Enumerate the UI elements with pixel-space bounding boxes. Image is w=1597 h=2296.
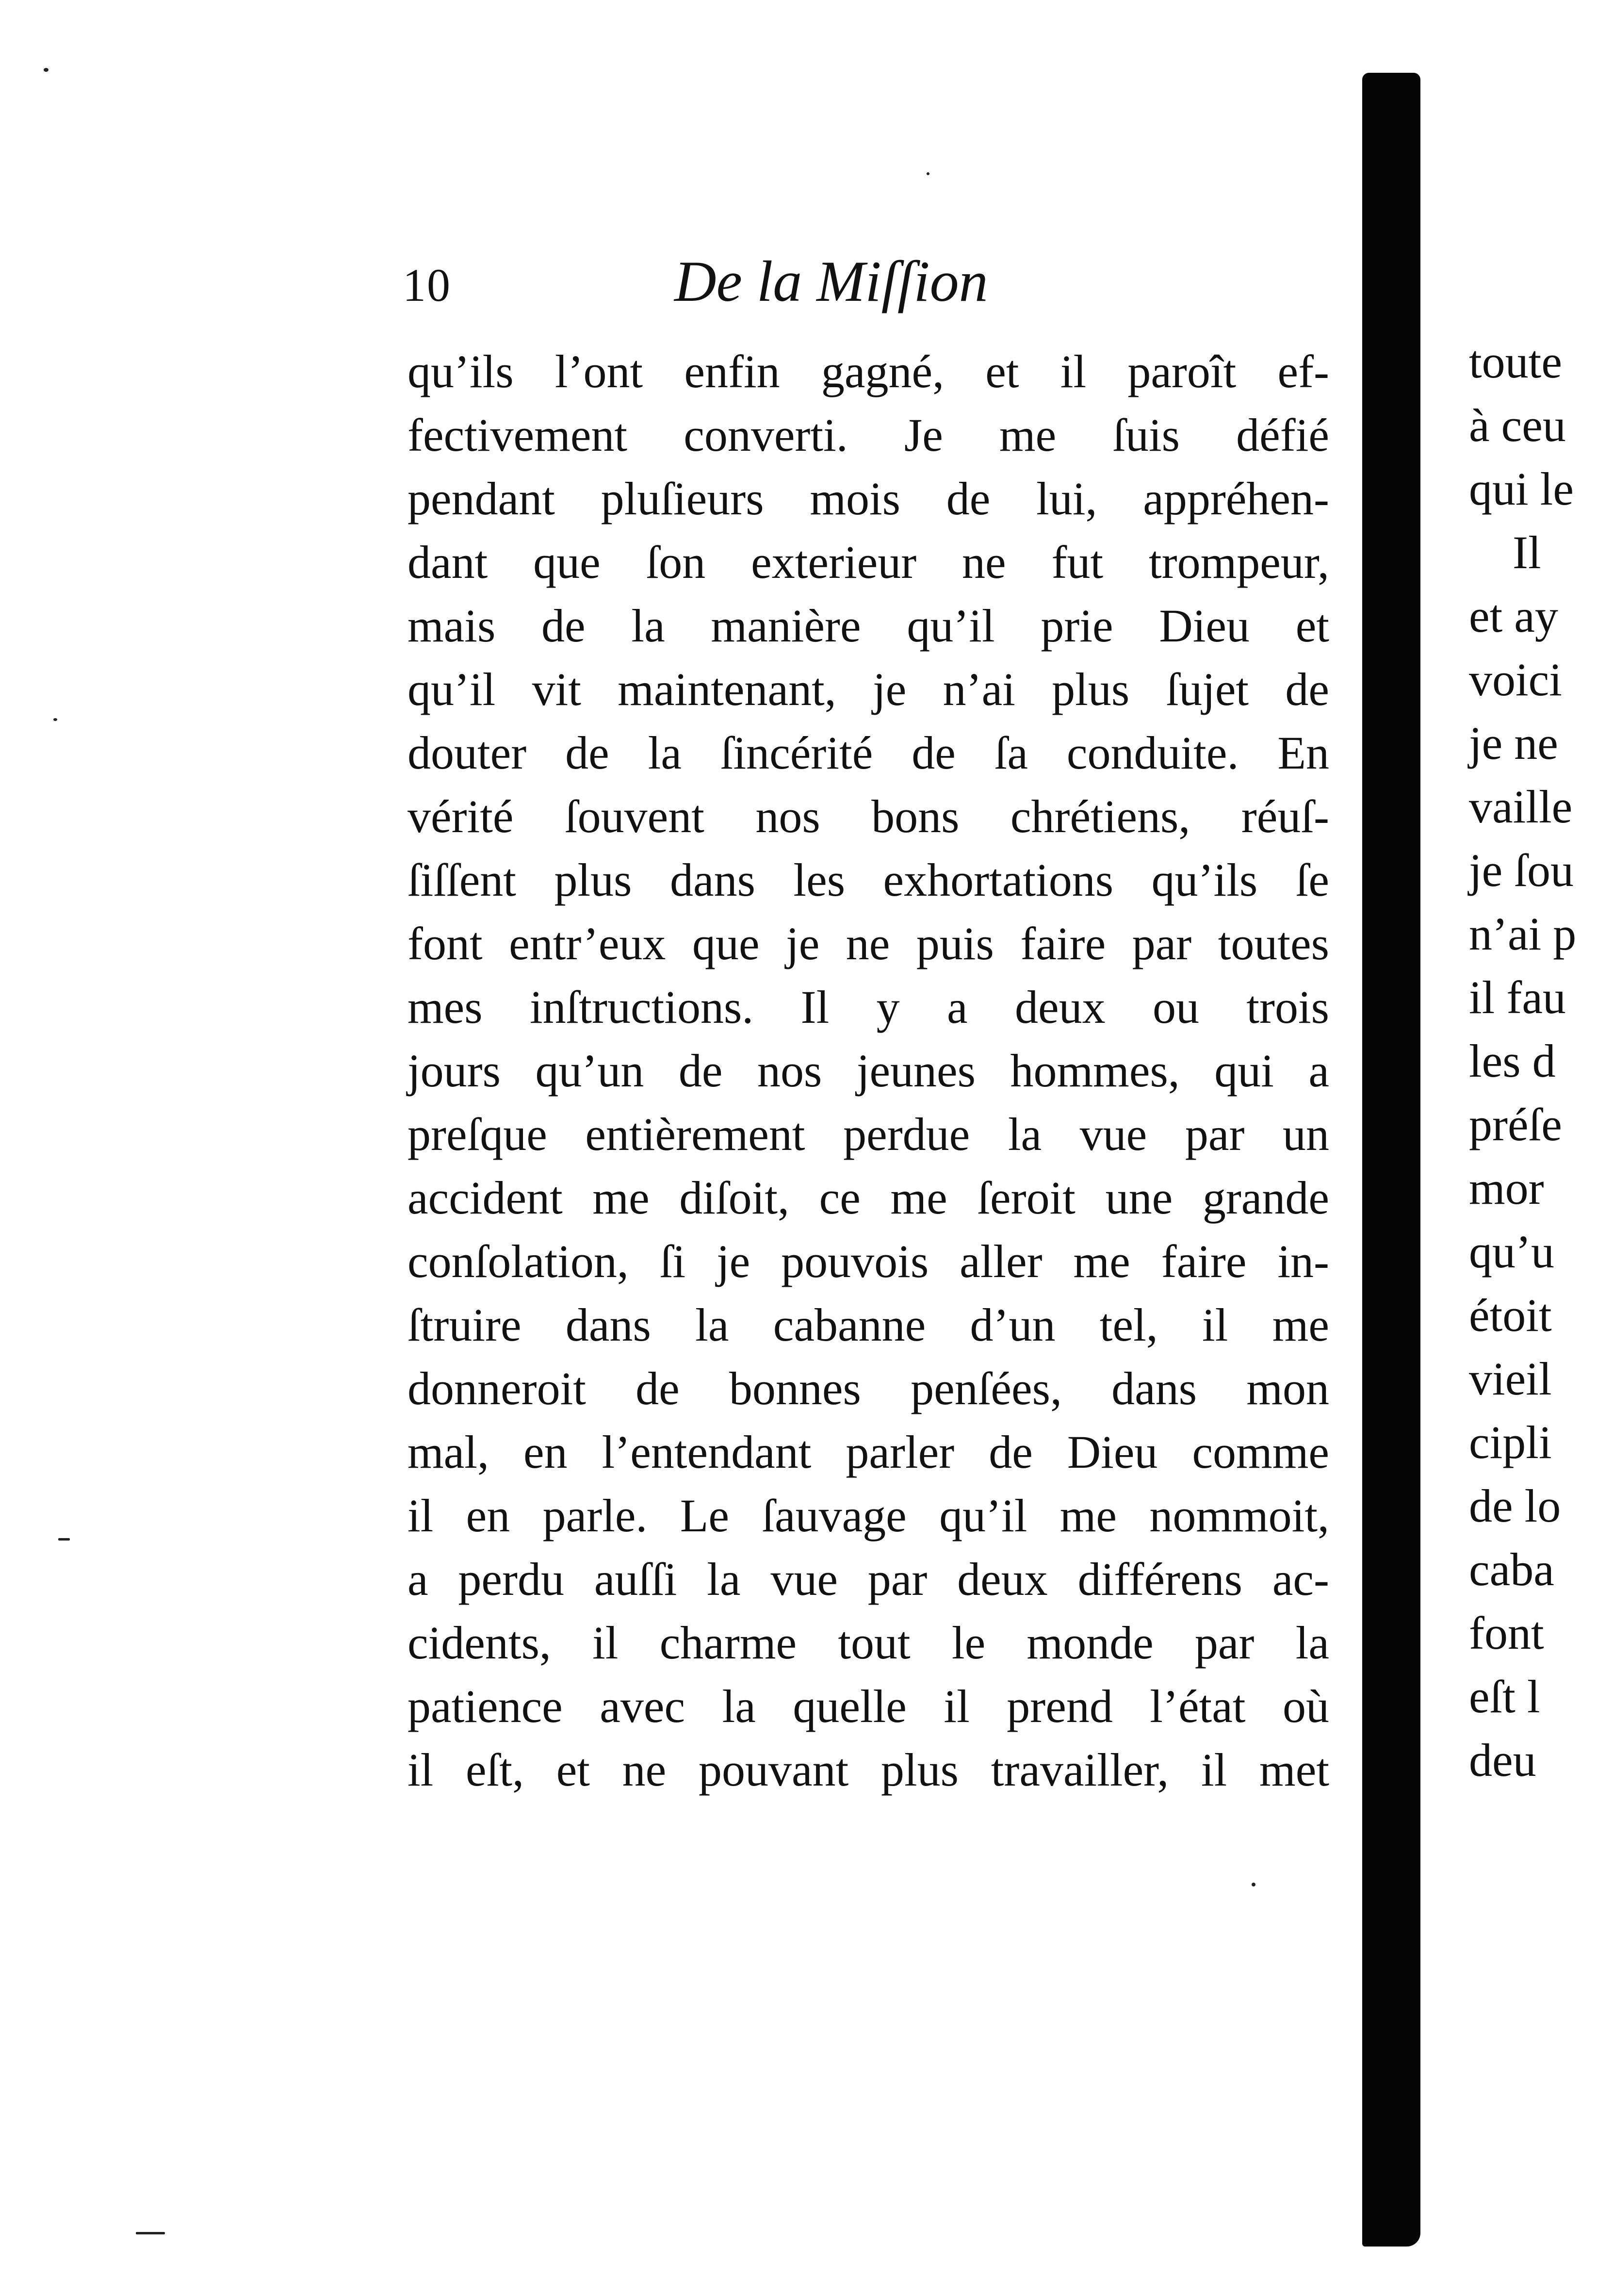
text-line: deu [1469,1734,1536,1786]
text-line: à ceu [1469,399,1566,451]
text-line: je ne [1469,717,1558,769]
text-line: voici [1469,654,1562,705]
scan-speck [1252,1883,1255,1886]
text-line: font [1469,1607,1544,1659]
text-line: il eſt, et ne pouvant plus travailler, il met [407,1744,1329,1796]
text-line: font entr’eux que je ne puis faire par toutes [407,918,1329,969]
text-line: a perdu auſſi la vue par deux différens ac- [407,1553,1329,1605]
text-line: caba [1469,1543,1554,1595]
text-line: je ſou [1469,844,1574,896]
text-line: donneroit de bonnes penſées, dans mon [407,1362,1329,1414]
text-line: mor [1469,1162,1544,1214]
scan-speck [44,68,49,72]
text-line: il fau [1469,971,1566,1023]
text-line: il en parle. Le ſauvage qu’il me nommoit, [407,1490,1329,1542]
text-line: toute [1469,336,1562,388]
text-line: eſt l [1469,1671,1540,1722]
page-number: 10 [403,259,451,311]
text-line: patience avec la quelle il prend l’état où [407,1680,1329,1732]
text-line: pendant pluſieurs mois de lui, appréhen- [407,473,1329,525]
scan-speck [927,172,929,175]
running-title: De la Miſſion [674,249,988,313]
text-line: jours qu’un de nos jeunes hommes, qui a [407,1045,1329,1097]
text-line: mais de la manière qu’il prie Dieu et [407,600,1329,652]
scan-speck [136,2232,165,2234]
scan-speck [53,718,57,721]
text-line: dant que ſon exterieur ne fut trompeur, [407,536,1329,588]
text-line: de lo [1469,1480,1561,1532]
text-line: étoit [1469,1289,1552,1341]
text-line: mal, en l’entendant parler de Dieu comme [407,1426,1329,1478]
text-line: cidents, il charme tout le monde par la [407,1617,1329,1669]
right-page [1420,0,1597,2296]
body-text [407,340,1329,1802]
text-line: qu’u [1469,1226,1554,1278]
right-page-text [1469,330,1597,1792]
scan-speck [58,1538,70,1541]
text-line: n’ai p [1469,908,1577,960]
text-line: vaille [1469,781,1573,833]
text-line: fectivement converti. Je me ſuis défié [407,409,1329,461]
text-line: préſe [1469,1099,1562,1150]
binding-gutter [1362,73,1420,2247]
text-line: ſiſſent plus dans les exhortations qu’ils ſe [407,854,1329,906]
page-header [403,249,1373,325]
text-line: et ay [1469,590,1558,642]
text-line: accident me diſoit, ce me ſeroit une grande [407,1172,1329,1224]
text-line: douter de la ſincérité de ſa conduite. En [407,727,1329,779]
text-line: cipli [1469,1416,1552,1468]
text-line: qu’il vit maintenant, je n’ai plus ſujet de [407,663,1329,715]
text-line: vérité ſouvent nos bons chrétiens, réuſ- [407,790,1329,842]
text-line: les d [1469,1035,1556,1087]
text-line: Il [1513,526,1541,578]
text-line: vieil [1469,1353,1552,1405]
text-line: preſque entièrement perdue la vue par un [407,1108,1329,1160]
text-line: conſolation, ſi je pouvois aller me faire in- [407,1235,1329,1287]
text-line: mes inſtructions. Il y a deux ou trois [407,981,1329,1033]
text-line: qui le [1469,463,1574,515]
text-line: ſtruire dans la cabanne d’un tel, il me [407,1299,1329,1351]
text-line: qu’ils l’ont enfin gagné, et il paroît ef- [407,345,1329,397]
